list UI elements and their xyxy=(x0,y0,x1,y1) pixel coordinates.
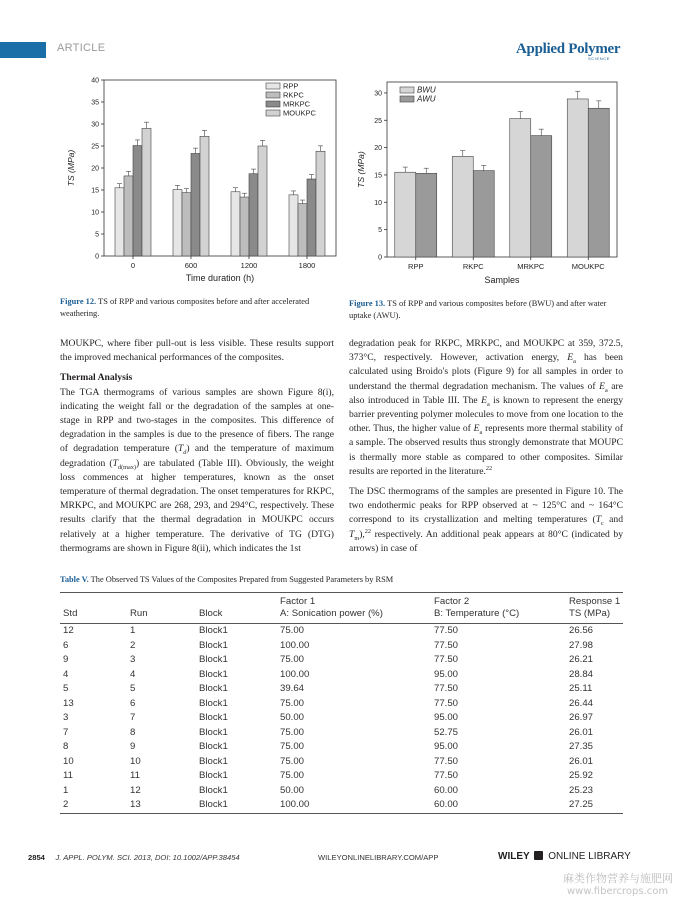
y-tick-label: 15 xyxy=(374,172,382,180)
bar-rpp xyxy=(289,195,298,256)
table-row xyxy=(60,653,623,668)
bar-rpp xyxy=(231,192,240,256)
bar-mrkpc xyxy=(307,179,316,256)
table-cell: 100.00 xyxy=(280,668,310,680)
table-cell: 39.64 xyxy=(280,683,305,694)
table-cell: Block1 xyxy=(199,726,228,738)
legend-swatch xyxy=(266,92,280,98)
table-cell: 77.50 xyxy=(434,755,459,767)
y-tick-label: 20 xyxy=(91,165,99,173)
table-cell: 60.00 xyxy=(434,784,459,796)
legend-swatch xyxy=(266,110,280,116)
table-cell: 3 xyxy=(63,712,69,723)
table-cell: 75.00 xyxy=(280,726,305,738)
table-cell: 6 xyxy=(130,697,136,709)
section-label: ARTICLE xyxy=(57,42,106,54)
x-tick-label: MOUKPC xyxy=(571,262,605,271)
table-cell: 12 xyxy=(130,784,141,796)
table-cell: 7 xyxy=(63,726,69,738)
legend-label: MOUKPC xyxy=(283,108,316,118)
table-cell: 2 xyxy=(63,799,69,810)
table-cell: Block1 xyxy=(199,668,228,680)
table-caption-label: Table V. xyxy=(60,575,89,584)
x-tick-label: MRKPC xyxy=(517,262,545,271)
table-cell: 26.56 xyxy=(569,625,594,636)
table-cell: 3 xyxy=(130,654,136,665)
table-cell: 27.98 xyxy=(569,639,594,651)
table-cell: 77.50 xyxy=(434,770,459,781)
table-cell: 25.92 xyxy=(569,770,594,781)
table-cell: 10 xyxy=(63,755,74,767)
bar-bwu xyxy=(395,172,416,257)
table-cell: Block1 xyxy=(199,697,228,709)
table-cell: Block1 xyxy=(199,683,228,694)
table-cell: 77.50 xyxy=(434,683,459,694)
bar-awu xyxy=(588,108,609,257)
y-tick-label: 20 xyxy=(374,145,382,153)
table-cell: 75.00 xyxy=(280,654,305,665)
figure-12-caption-text: TS of RPP and various composites before and after accelerated weathering. xyxy=(60,297,310,318)
figure-13-caption xyxy=(349,298,624,322)
figure-12-caption xyxy=(60,296,342,320)
table-row xyxy=(60,639,623,654)
left-paragraph-1: MOUKPC, where fiber pull-out is less visible. These results support the improved mechanical performances of the composites. xyxy=(60,338,334,364)
bar-mrkpc xyxy=(249,174,258,256)
table-cell: 7 xyxy=(130,712,136,723)
table-row xyxy=(60,798,623,813)
table-cell: 77.50 xyxy=(434,697,459,709)
table-cell: 4 xyxy=(63,668,69,680)
table-cell: 95.00 xyxy=(434,741,459,752)
bar-mrkpc xyxy=(191,153,200,256)
table-cell: 1 xyxy=(130,625,136,636)
table-header-cell: Response 1 TS (MPa) xyxy=(569,596,621,619)
table-cell: 75.00 xyxy=(280,770,305,781)
table-cell: 26.97 xyxy=(569,712,594,723)
bar-bwu xyxy=(510,119,531,257)
table-v xyxy=(60,592,623,814)
table-cell: 75.00 xyxy=(280,625,305,636)
table-cell: 27.25 xyxy=(569,799,594,810)
y-tick-label: 35 xyxy=(91,99,99,107)
table-cell: 9 xyxy=(130,741,136,752)
y-tick-label: 0 xyxy=(378,254,382,262)
table-cell: Block1 xyxy=(199,770,228,781)
table-cell: 13 xyxy=(63,697,74,709)
header-accent-bar xyxy=(0,42,46,58)
wiley-online-library-logo xyxy=(498,851,631,862)
y-tick-label: 0 xyxy=(95,253,99,261)
table-cell: 28.84 xyxy=(569,668,594,680)
table-row xyxy=(60,769,623,784)
table-cell: Block1 xyxy=(199,755,228,767)
table-cell: 26.44 xyxy=(569,697,594,709)
x-tick-label: 0 xyxy=(130,261,136,270)
x-tick-label: 1800 xyxy=(298,261,316,270)
figure-13-caption-text: TS of RPP and various composites before (BWU) and after water uptake (AWU). xyxy=(349,299,607,320)
table-row xyxy=(60,740,623,755)
table-row xyxy=(60,726,623,741)
table-cell: Block1 xyxy=(199,784,228,796)
left-column xyxy=(60,337,334,556)
table-cell: Block1 xyxy=(199,799,228,810)
table-header-cell: Block xyxy=(199,608,223,619)
table-cell: 50.00 xyxy=(280,712,305,723)
watermark-url: www.fibercrops.com xyxy=(567,886,669,897)
table-cell: 1 xyxy=(63,784,69,796)
legend-label: RPP xyxy=(283,81,299,91)
table-cell: 95.00 xyxy=(434,668,459,680)
legend-label: AWU xyxy=(417,94,436,104)
x-axis-label: Samples xyxy=(484,275,520,285)
table-cell: 75.00 xyxy=(280,741,305,752)
table-cell: 100.00 xyxy=(280,639,310,651)
bar-rkpc xyxy=(124,176,133,256)
table-header-cell: Std xyxy=(63,608,78,619)
x-tick-label: RPP xyxy=(408,262,424,271)
footer-citation xyxy=(28,853,240,862)
footer-url: WILEYONLINELIBRARY.COM/APP xyxy=(318,853,439,862)
y-tick-label: 5 xyxy=(378,227,382,235)
y-tick-label: 15 xyxy=(91,187,99,195)
table-cell: 26.01 xyxy=(569,726,594,738)
y-tick-label: 10 xyxy=(374,199,382,207)
table-cell: 5 xyxy=(130,683,136,694)
journal-logo-subtitle: SCIENCE xyxy=(588,56,610,61)
table-caption xyxy=(60,575,393,584)
table-cell: 77.50 xyxy=(434,625,459,636)
journal-citation: J. APPL. POLYM. SCI. 2013, DOI: 10.1002/APP.38454 xyxy=(55,853,240,862)
x-tick-label: 600 xyxy=(184,261,198,270)
y-tick-label: 25 xyxy=(374,117,382,125)
table-cell: 95.00 xyxy=(434,712,459,723)
bar-mrkpc xyxy=(133,146,142,256)
table-cell: 8 xyxy=(63,741,69,752)
table-header-cell: Factor 2 B: Temperature (°C) xyxy=(434,596,520,619)
bar-awu xyxy=(531,136,552,257)
table-cell: 77.50 xyxy=(434,639,459,651)
section-heading-thermal-analysis: Thermal Analysis xyxy=(60,372,133,384)
right-column xyxy=(349,337,623,556)
bar-awu xyxy=(473,171,494,257)
figure-13-chart xyxy=(352,76,632,292)
table-row xyxy=(60,711,623,726)
table-cell: 6 xyxy=(63,639,69,651)
y-axis-label: TS (MPa) xyxy=(356,151,366,188)
x-tick-label: RKPC xyxy=(462,262,484,271)
bar-moukpc xyxy=(142,128,151,256)
bar-rkpc xyxy=(182,193,191,256)
y-axis-label: TS (MPa) xyxy=(66,149,76,187)
table-cell: 77.50 xyxy=(434,654,459,665)
figure-13-caption-label: Figure 13. xyxy=(349,299,386,308)
book-icon xyxy=(534,851,543,860)
figure-12-caption-label: Figure 12. xyxy=(60,297,97,306)
table-row xyxy=(60,784,623,799)
table-cell: 2 xyxy=(130,639,136,651)
x-tick-label: 1200 xyxy=(240,261,258,270)
table-caption-text: The Observed TS Values of the Composites Prepared from Suggested Parameters by RSM xyxy=(90,575,394,584)
y-tick-label: 5 xyxy=(95,231,99,239)
table-cell: 4 xyxy=(130,668,136,680)
table-row xyxy=(60,682,623,697)
table-row xyxy=(60,697,623,712)
table-row xyxy=(60,624,623,639)
table-cell: 5 xyxy=(63,683,69,694)
table-cell: 27.35 xyxy=(569,741,594,752)
y-tick-label: 30 xyxy=(374,90,382,98)
table-cell: 50.00 xyxy=(280,784,305,796)
table-cell: 26.21 xyxy=(569,654,594,665)
table-cell: 11 xyxy=(63,770,73,781)
table-row xyxy=(60,755,623,770)
y-tick-label: 30 xyxy=(91,121,99,129)
table-cell: 11 xyxy=(130,770,140,781)
table-header-row xyxy=(60,593,623,624)
bar-rkpc xyxy=(240,197,249,256)
table-row xyxy=(60,668,623,683)
bar-rpp xyxy=(115,188,124,256)
table-header-cell: Run xyxy=(130,608,148,619)
right-paragraph-2: The DSC thermograms of the samples are presented in Figure 10. The two endothermic peaks for RPP observed at ~ 125°C and ~ 164°C correspond to its crystallization and melting temperatures ($T_c$ and $T_m),^{22}$ respectively. An additional peak appears at 80°C (indicated by arrows) in case of xyxy=(349,486,623,554)
bar-bwu xyxy=(452,156,473,257)
legend-swatch xyxy=(266,101,280,107)
y-tick-label: 25 xyxy=(91,143,99,151)
table-header-cell: Factor 1 A: Sonication power (%) xyxy=(280,596,383,619)
watermark-text: 麻类作物营养与施肥网 xyxy=(563,872,673,885)
table-cell: 25.23 xyxy=(569,784,594,796)
y-tick-label: 10 xyxy=(91,209,99,217)
legend-swatch xyxy=(400,87,414,93)
y-tick-label: 40 xyxy=(91,77,99,85)
table-cell: 13 xyxy=(130,799,141,810)
table-cell: 10 xyxy=(130,755,141,767)
journal-logo: Applied Polymer xyxy=(516,41,621,57)
table-cell: 60.00 xyxy=(434,799,459,810)
bar-moukpc xyxy=(200,136,209,256)
right-paragraph-1: degradation peak for RKPC, MRKPC, and MOUKPC at 359, 372.5, 373°C, respectively. However, activation energy, $E_a$ has been calculated using Broido's plots (Figure 9) for all samples in order to understand the thermal degradation mechanism. The values of $E_a$ are also introduced in Table III. The $E_a$ is known to represent the energy barrier preventing polymer molecules to move from one location to the other. Thus, the higher value of $E_a$ represents more thermal stability of a sample. The observed results thus strongly demonstrate that MOUPC is thermally more stable as compared to other composites. Similar results are reported in the literature.$^{22}$ xyxy=(349,338,623,477)
table-cell: Block1 xyxy=(199,712,228,723)
bar-awu xyxy=(416,173,437,257)
legend-label: BWU xyxy=(417,85,436,95)
table-cell: 8 xyxy=(130,726,136,738)
table-cell: 75.00 xyxy=(280,755,305,767)
table-cell: 100.00 xyxy=(280,799,310,810)
table-cell: Block1 xyxy=(199,654,228,665)
bar-rpp xyxy=(173,190,182,256)
figure-12-chart xyxy=(60,70,350,290)
page-number: 2854 xyxy=(28,853,45,862)
bar-rkpc xyxy=(298,204,307,256)
table-cell: 26.01 xyxy=(569,755,594,767)
table-cell: 9 xyxy=(63,654,69,665)
online-library-text: ONLINE LIBRARY xyxy=(548,851,631,862)
table-cell: 52.75 xyxy=(434,726,459,738)
x-axis-label: Time duration (h) xyxy=(185,273,255,283)
table-cell: 75.00 xyxy=(280,697,305,709)
left-paragraph-2: The TGA thermograms of various samples are shown Figure 8(i), indicating the weight fall or the degradation of the samples at one-stage in RPP and two-stages in the composites. This difference of degradation in the samples is due to the presence of fibers. The range of degradation temperature $(T_d)$ and the temperature of maximum degradation $(T_{d(max)})$ are tabulated (Table III). Obviously, the weight loss commences at higher temperatures, known as the onset temperature of thermal degradation. The onset temperatures for RKPC, MRKPC, and MOUKPC are 268, 293, and 294°C, respectively. These results clarify that the thermal degradation in MOUKPC occurs relatively at a higher temperature. The derivative of TG (DTG) thermograms are shown in Figure 8(ii), which indicates the 1st xyxy=(60,386,334,554)
wiley-wordmark: WILEY xyxy=(498,851,530,862)
bar-bwu xyxy=(567,99,588,257)
table-cell: 25.11 xyxy=(569,683,593,694)
table-cell: 12 xyxy=(63,625,74,636)
bar-moukpc xyxy=(258,146,267,256)
legend-label: RKPC xyxy=(283,90,304,100)
table-cell: Block1 xyxy=(199,625,228,636)
table-cell: Block1 xyxy=(199,741,228,752)
bar-moukpc xyxy=(316,151,325,256)
legend-swatch xyxy=(400,96,414,102)
legend-label: MRKPC xyxy=(283,99,311,109)
legend-swatch xyxy=(266,83,280,89)
table-cell: Block1 xyxy=(199,639,228,651)
